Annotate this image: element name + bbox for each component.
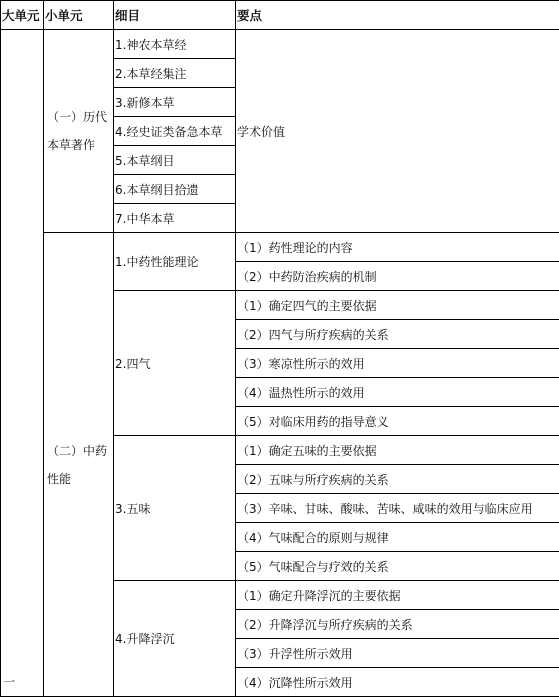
point-cell: （2）中药防治疾病的机制 [236, 262, 559, 291]
header-major-unit: 大单元 [1, 1, 44, 30]
point-cell: （3）寒凉性所示的效用 [236, 349, 559, 378]
detail-cell: 4.经史证类备急本草 [114, 117, 236, 146]
detail-cell: 1.中药性能理论 [114, 233, 236, 291]
point-cell: （3）升浮性所示效用 [236, 639, 559, 668]
detail-cell: 3.新修本草 [114, 88, 236, 117]
detail-cell: 3.五味 [114, 436, 236, 581]
point-cell: （2）五味与所疗疾病的关系 [236, 465, 559, 494]
major-unit-label: 一 [1, 668, 43, 696]
point-cell: （2）四气与所疗疾病的关系 [236, 320, 559, 349]
point-cell: （4）温热性所示的效用 [236, 378, 559, 407]
detail-cell: 4.升降浮沉 [114, 581, 236, 697]
detail-cell: 6.本草纲目拾遗 [114, 175, 236, 204]
header-points: 要点 [236, 1, 559, 30]
table-row [1, 30, 559, 59]
point-cell: 学术价值 [236, 30, 559, 233]
table-row [1, 233, 559, 262]
point-cell: （4）沉降性所示效用 [236, 668, 559, 697]
point-cell: （2）升降浮沉与所疗疾病的关系 [236, 610, 559, 639]
header-row [1, 1, 559, 30]
minor-unit-1: （一）历代本草著作 [44, 30, 114, 233]
point-cell: （4）气味配合的原则与规律 [236, 523, 559, 552]
point-cell: （1）确定四气的主要依据 [236, 291, 559, 320]
detail-cell: 1.神农本草经 [114, 30, 236, 59]
detail-cell: 2.四气 [114, 291, 236, 436]
point-cell: （3）辛味、甘味、酸味、苦味、咸味的效用与临床应用 [236, 494, 559, 523]
header-minor-unit: 小单元 [44, 1, 114, 30]
detail-cell: 5.本草纲目 [114, 146, 236, 175]
minor-unit-2: （二）中药性能 [44, 233, 114, 697]
point-cell: （1）确定升降浮沉的主要依据 [236, 581, 559, 610]
detail-cell: 2.本草经集注 [114, 59, 236, 88]
point-cell: （5）对临床用药的指导意义 [236, 407, 559, 436]
point-cell: （1）确定五味的主要依据 [236, 436, 559, 465]
header-detail: 细目 [114, 1, 236, 30]
point-cell: （1）药性理论的内容 [236, 233, 559, 262]
major-unit-cell [1, 30, 44, 697]
point-cell: （5）气味配合与疗效的关系 [236, 552, 559, 581]
detail-cell: 7.中华本草 [114, 204, 236, 233]
